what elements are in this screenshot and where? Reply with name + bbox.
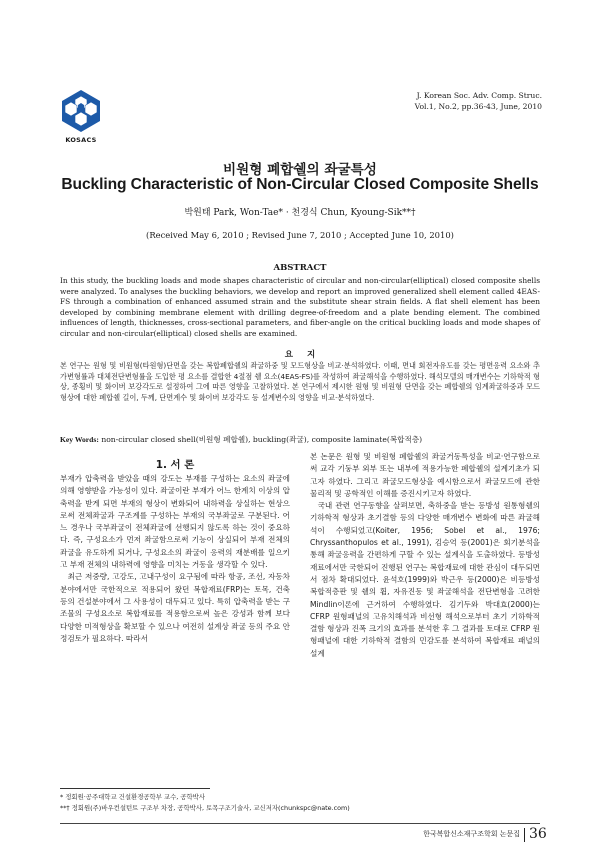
footnote-author-2: **† 정회원(주)바우컨설턴트 구조부 차장, 공학박사, 토목구조기술사, 교신저자(chunkspc@nate.com) — [60, 804, 350, 812]
footer-divider — [60, 823, 540, 824]
abstract-heading: ABSTRACT — [273, 263, 327, 273]
paragraph: 최근 저중량, 고강도, 고내구성이 요구됨에 따라 항공, 조선, 자동차분야에서만 국한적으로 적용되어 왔던 복합재료(FRP)는 토목, 건축 등의 건설분야에서 그 사용성이 대두되고 있다. 특히 압축력을 받는 구조물의 구성요소로 복합재료를 적용함으로써 높은 강성과 함께 보다 다양한 미적형상을 확보할 수 있으나 여전히 설계상 좌굴 등의 주요 안정검토가 필요하다. 따라서 — [60, 572, 290, 643]
paragraph: 부재가 압축력을 받았을 때의 강도는 부재를 구성하는 요소의 좌굴에 의해 영향받을 가능성이 있다. 좌굴이란 부재가 어느 한계치 이상의 압축력을 받게 되면 부재의 형상이 변화되어 내하력을 상실하는 현상으로써 전체좌굴과 구조계를 구성하는 부재의 국부좌굴로 구분된다. 어느 경우나 국부좌굴이 전체좌굴에 선행되지 않도록 하는 것이 중요하다. 즉, 구성요소가 먼저 좌굴함으로써 기능이 상실되어 부재 전체의 좌굴을 유도하게 되거나, 구성요소의 좌굴이 응력의 재분배를 일으키고 부재 전체의 내하력에 영향을 미치는 거동을 생각할 수 있다. — [60, 474, 290, 570]
section-heading-introduction: 1. 서 론 — [155, 459, 195, 471]
yoji-text: 본 연구는 원형 및 비원형(타원형)단면을 갖는 복합폐합쉘의 좌굴하중 및 모드형상을 비교·분석하였다. 이때, 면내 회전자유도를 갖는 평면응력 요소와 추가변형률과 대체전단변형률을 도입한 평 요소를 결합한 4절점 쉘 요소(4EAS-FS)를 작성하여 좌굴해석을 수행하였다. 해석모델의 매개변수는 기하학적 형상, 종횡비 및 화이버 보강각도로 설정하여 그에 따른 영향을 고찰하였다. 본 연구에서 제시한 원형 및 비원형 단면을 갖는 폐합쉘의 임계좌굴하중과 모드형상에 대한 폐합쉘 길이, 두께, 단면계수 및 화이버 보강각도 등 설계변수의 영향을 비교·분석하였다. — [60, 361, 540, 402]
kosacs-logo — [58, 88, 104, 134]
column-left — [60, 473, 290, 645]
paper-title-korean: 비원형 폐합쉘의 좌굴특성 — [223, 162, 377, 178]
received-dates: (Received May 6, 2010 ; Revised June 7, 2010 ; Accepted June 10, 2010) — [146, 230, 454, 240]
column-right — [310, 451, 540, 660]
paper-title-english: Buckling Characteristic of Non-Circular Closed Composite Shells — [61, 176, 539, 193]
footer-separator — [524, 828, 525, 842]
author-line: 박원태 Park, Won-Tae* · 천경식 Chun, Kyoung-Sik**† — [184, 208, 416, 218]
paragraph: 국내 관련 연구동향을 살펴보면, 축하중을 받는 등방성 원통형쉘의 기하학적 형상과 초기결함 등의 다양한 매개변수 변화에 따른 좌굴해석이 수행되었고(Koiter, 1956; Sobel et al., 1976; Chryssanthopulos et al., 1991), 김승억 등(2001)은 회기분석을 통해 좌굴응력을 간편하게 구할 수 있는 설계식을 도출하였다. 등방성재료에서만 국한되어 진행된 연구는 복합재료에 대한 관심이 대두되면서 점차 확대되었다. 윤석호(1999)와 박근우 등(2000)은 비등방성 복합적층판 및 쉘의 휨, 자유진동 및 좌굴해석을 전단변형을 고려한 Mindlin이론에 근거하여 수행하였다. 김기두와 박대효(2000)는 CFRP 원형패널의 고유치해석과 비선형 해석으로부터 초기 기하학적 결함 형상과 진폭 크기의 효과를 분석한 후 그 결과를 토대로 CFRP 원형패널에 대한 기하학적 결함의 민감도를 분석하여 복합재료 패널의 설계 — [310, 501, 540, 658]
keywords-text: non-circular closed shell(비원형 폐합쉘), buckling(좌굴), composite laminate(복합적층) — [101, 435, 423, 444]
footnote-author-1: * 정회원·공주대학교 건설환경공학부 교수, 공학박사 — [60, 793, 206, 801]
keywords-label: Key Words: — [60, 435, 99, 444]
abstract-text: In this study, the buckling loads and mode shapes characteristic of circular and non-circular(elliptical) closed composite shells were analyzed. To analyses the buckling behaviors, we develop and report an improved generalized shell element called 4EAS-FS through a combination of enhanced assumed strain and the substitute shear strain fields. A flat shell element has been developed by combining membrane element with drilling degree-of-freedom and a plate bending element. The combined influences of length, thicknesses, cross-sectional parameters, and fiber-angle on the critical buckling loads and mode shapes of circular and non-circular(elliptical) closed shells are examined. — [60, 276, 540, 338]
logo-wordmark: KOSACS — [65, 136, 97, 144]
abstract-body — [60, 276, 540, 340]
keywords — [60, 434, 540, 445]
journal-citation — [342, 90, 542, 112]
page-number: 36 — [529, 826, 547, 842]
yoji-heading: 요지 — [284, 350, 330, 360]
journal-volume: Vol.1, No.2, pp.36-43, June, 2010 — [414, 102, 542, 111]
paragraph: 본 논문은 원형 및 비원형 폐합쉘의 좌굴거동특성을 비교·연구함으로써 교각 기둥부 외부 또는 내부에 적용가능한 폐합쉘의 설계기초가 되고자 하였다. 그리고 좌굴모드형상을 예시함으로서 좌굴모드에 관한 물리적 및 공학적인 이해를 증진시키고자 하였다. — [310, 452, 540, 498]
yoji-body — [60, 361, 540, 403]
journal-name: J. Korean Soc. Adv. Comp. Struc. — [416, 91, 542, 100]
footnote-divider — [60, 788, 210, 789]
footer-journal-name: 한국복합신소재구조학회 논문집 — [423, 830, 520, 838]
